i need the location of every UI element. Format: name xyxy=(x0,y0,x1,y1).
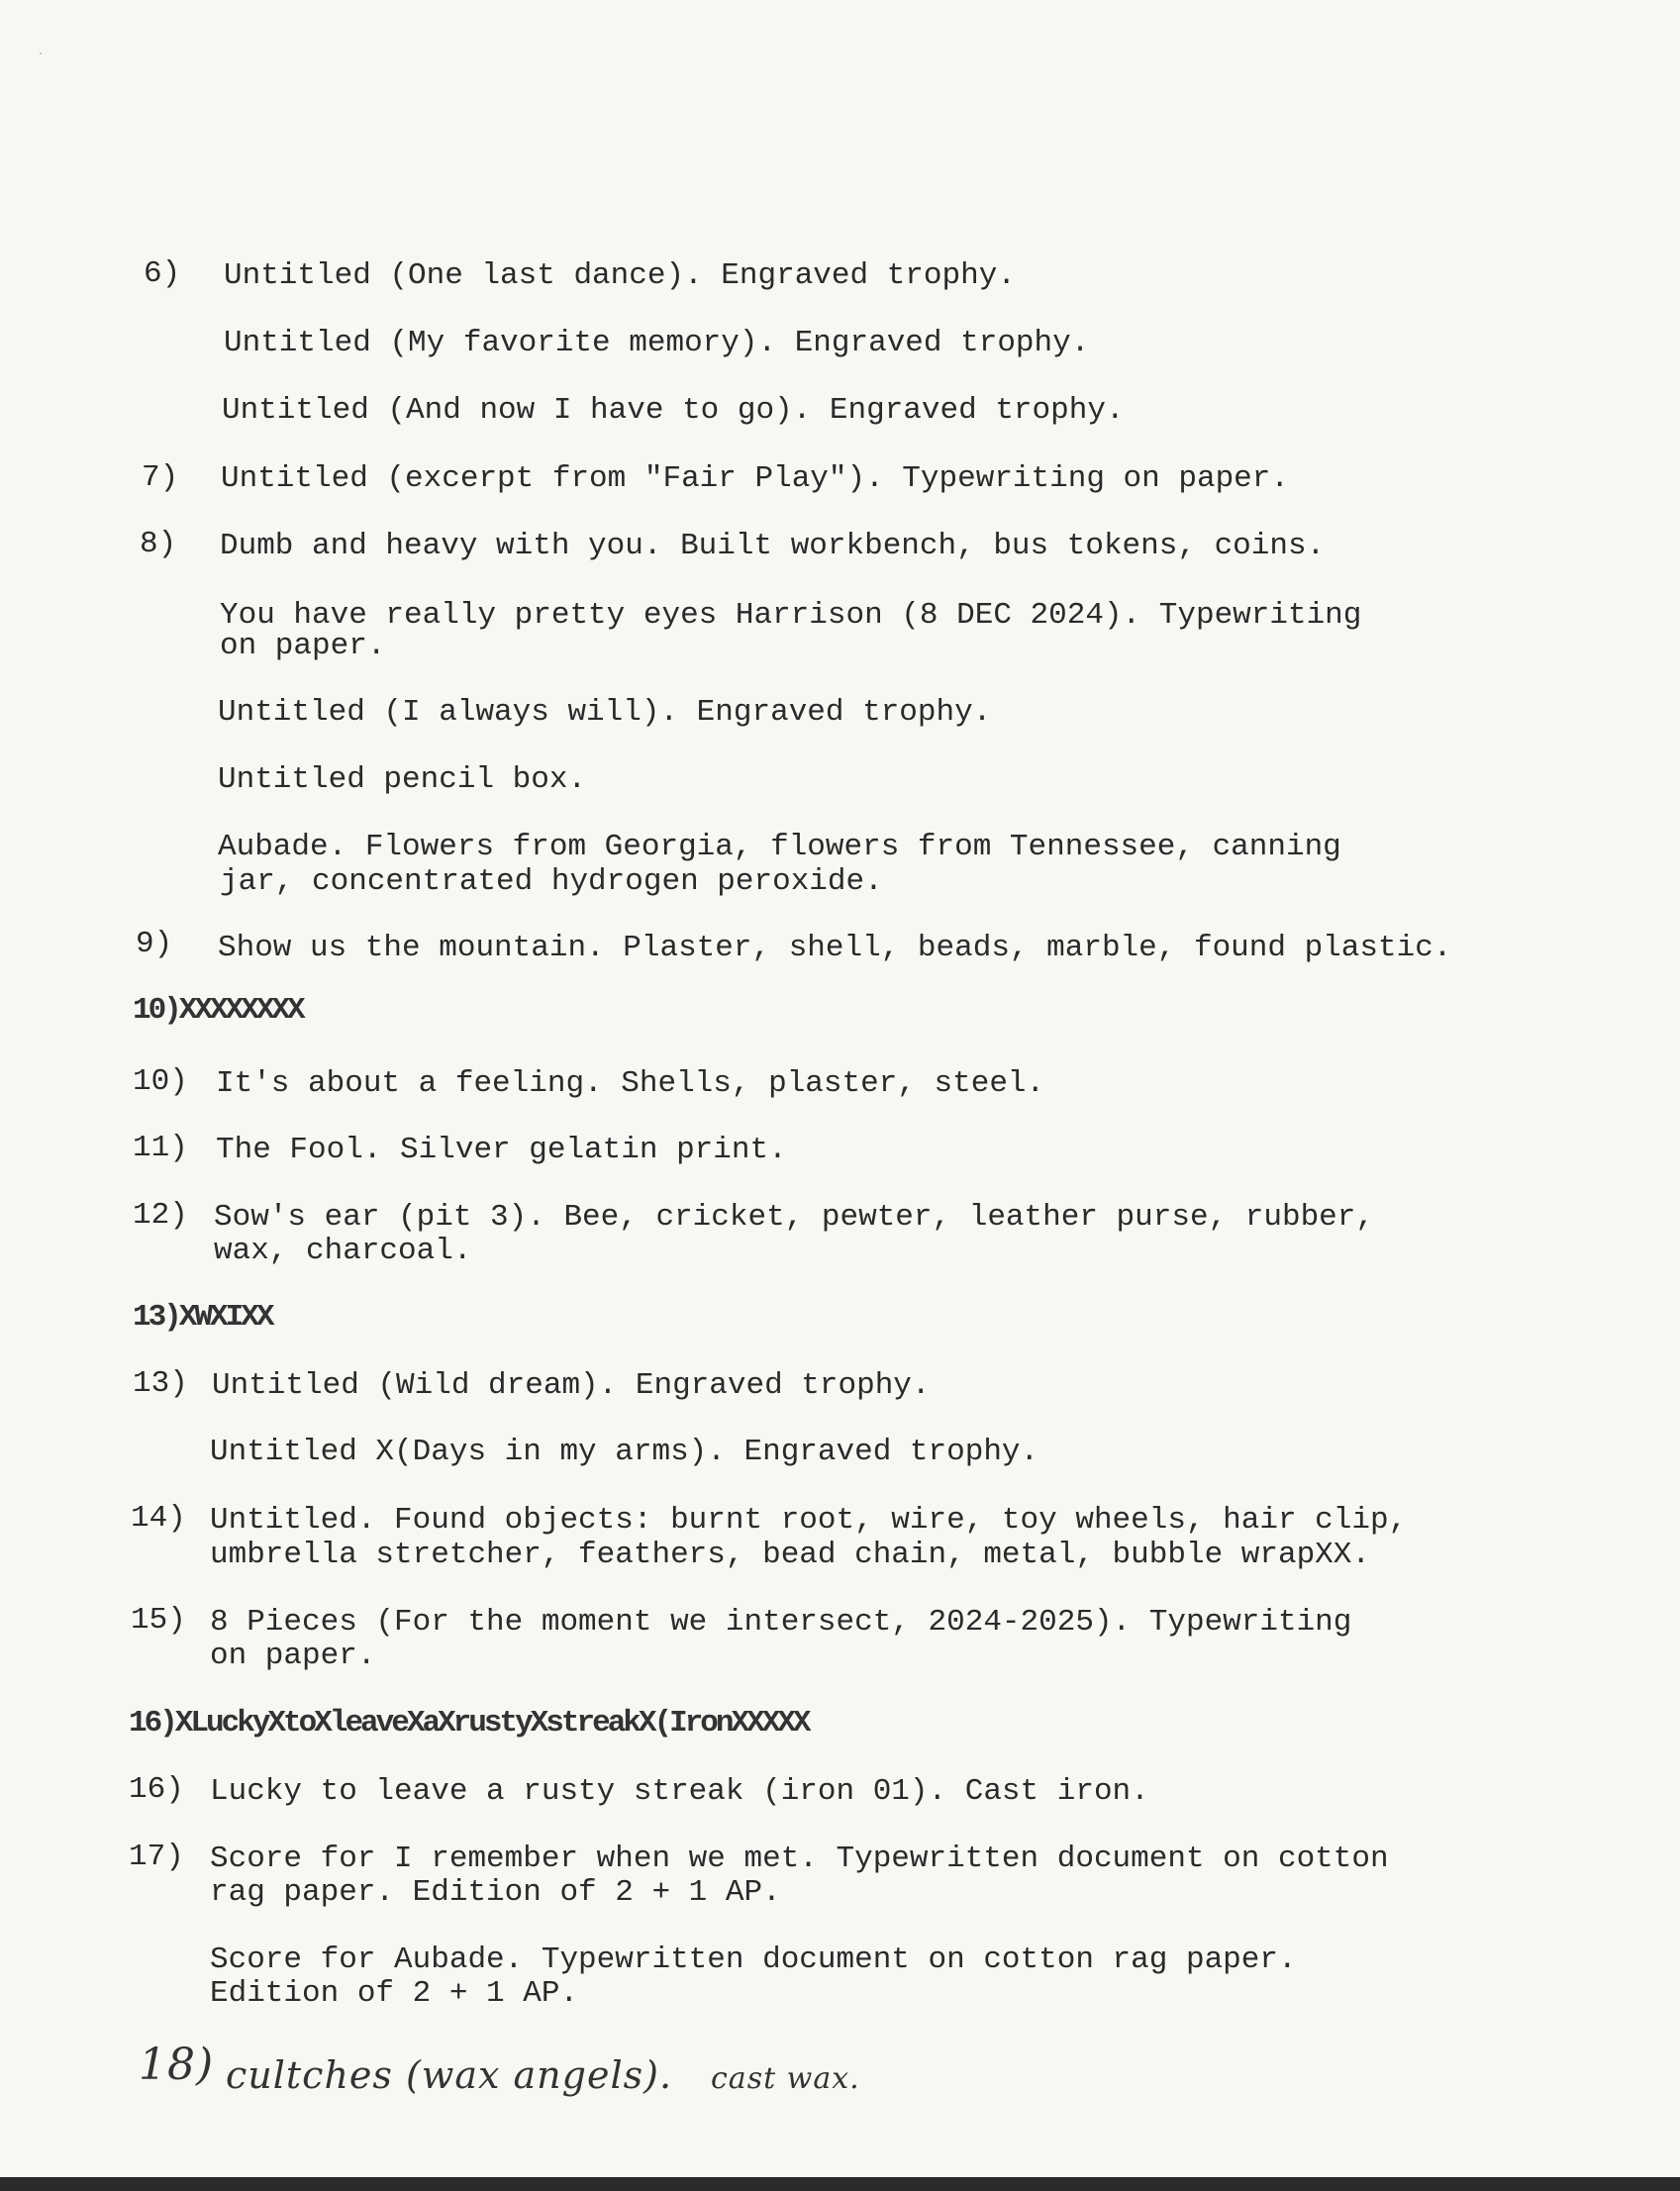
entry-line: Show us the mountain. Plaster, shell, beads, marble, found plastic. xyxy=(218,931,1452,965)
handwritten-medium: cast wax. xyxy=(711,2061,860,2096)
entry-line: Untitled (My favorite memory). Engraved trophy. xyxy=(224,326,1090,360)
entry-number: 14) xyxy=(131,1501,186,1536)
entry-number: 17) xyxy=(129,1840,184,1874)
entry-number: 16) xyxy=(129,1772,184,1807)
entry-line: Dumb and heavy with you. Built workbench, bus tokens, coins. xyxy=(220,529,1326,563)
entry-line: You have really pretty eyes Harrison (8 DEC 2024). Typewriting xyxy=(220,598,1362,633)
entry-number: 9) xyxy=(136,927,173,961)
struck-line: 10)XXXXXXXX xyxy=(133,993,303,1028)
entry-number: 8) xyxy=(140,527,177,561)
entry-line: Untitled (Wild dream). Engraved trophy. xyxy=(212,1368,931,1403)
entry-number: 12) xyxy=(133,1198,188,1233)
entry-number: 10) xyxy=(133,1064,188,1099)
entry-line: on paper. xyxy=(210,1639,376,1673)
entry-number: 6) xyxy=(144,256,181,291)
entry-line: umbrella stretcher, feathers, bead chain, metal, bubble wrapXX. xyxy=(210,1538,1370,1572)
entry-line: jar, concentrated hydrogen peroxide. xyxy=(220,864,883,899)
entry-line: Sow's ear (pit 3). Bee, cricket, pewter, leather purse, rubber, xyxy=(214,1200,1374,1235)
entry-number: 13) xyxy=(133,1366,188,1401)
entry-line: Edition of 2 + 1 AP. xyxy=(210,1976,579,2011)
entry-line: rag paper. Edition of 2 + 1 AP. xyxy=(210,1875,781,1910)
entry-line: Aubade. Flowers from Georgia, flowers from Tennessee, canning xyxy=(218,830,1341,864)
entry-line: The Fool. Silver gelatin print. xyxy=(216,1133,787,1167)
scan-bottom-edge xyxy=(0,2177,1680,2191)
entry-line: Lucky to leave a rusty streak (iron 01). Cast iron. xyxy=(210,1774,1149,1809)
entry-line: on paper. xyxy=(220,629,386,663)
entry-line: Untitled X(Days in my arms). Engraved trophy. xyxy=(210,1435,1039,1469)
entry-line: Untitled. Found objects: burnt root, wire, toy wheels, hair clip, xyxy=(210,1503,1408,1538)
entry-number: 11) xyxy=(133,1131,188,1165)
entry-line: It's about a feeling. Shells, plaster, steel. xyxy=(216,1066,1045,1101)
handwritten-title: cultches (wax angels). xyxy=(226,2053,673,2097)
entry-line: Untitled (I always will). Engraved trophy. xyxy=(218,695,992,730)
entry-line: Untitled (And now I have to go). Engraved trophy. xyxy=(222,393,1125,428)
entry-line: 8 Pieces (For the moment we intersect, 2024-2025). Typewriting xyxy=(210,1605,1352,1640)
handwritten-number: 18) xyxy=(139,2040,215,2090)
entry-line: Untitled (One last dance). Engraved trophy. xyxy=(224,258,1016,293)
paper-speck: · xyxy=(38,50,64,60)
entry-line: Score for Aubade. Typewritten document on cotton rag paper. xyxy=(210,1942,1297,1977)
entry-line: wax, charcoal. xyxy=(214,1234,472,1268)
entry-line: Untitled pencil box. xyxy=(218,762,587,797)
struck-line: 13)XWXIXX xyxy=(133,1300,272,1335)
entry-number: 7) xyxy=(142,460,179,495)
entry-number: 15) xyxy=(131,1603,186,1638)
entry-line: Score for I remember when we met. Typewritten document on cotton xyxy=(210,1842,1389,1876)
entry-line: Untitled (excerpt from "Fair Play"). Typewriting on paper. xyxy=(221,461,1289,496)
struck-line: 16)XLuckyXtoXleaveXaXrustyXstreakX(IronXXXXX xyxy=(129,1706,809,1741)
